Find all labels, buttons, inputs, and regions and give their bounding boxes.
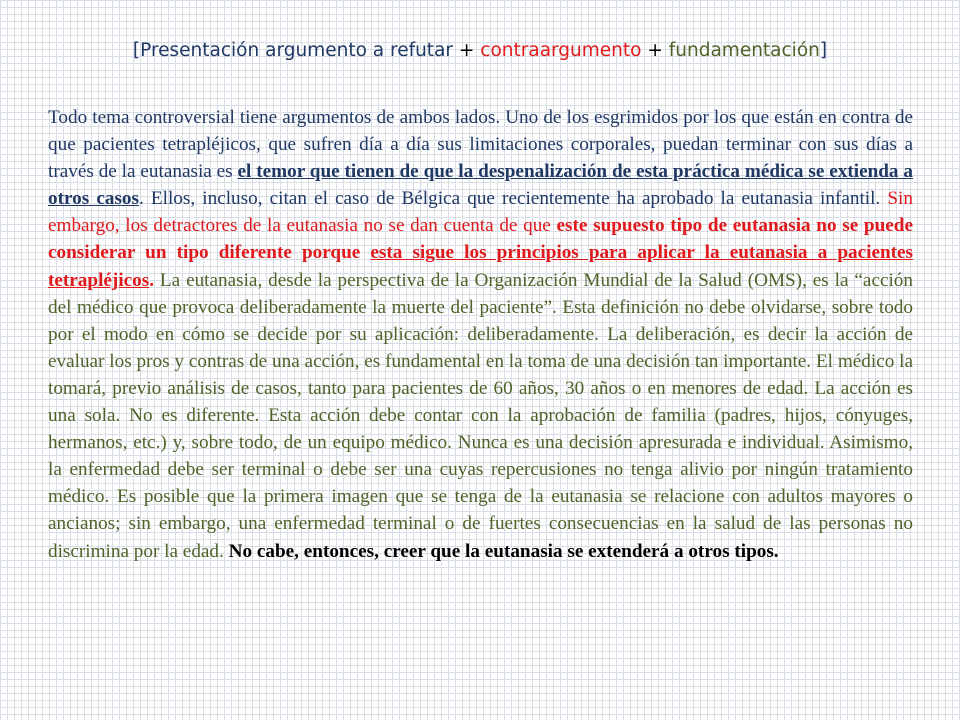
support-text: La eutanasia, desde la perspectiva de la Organización Mundial de la Salud (OMS), es la “acción del médico que provoca deliberadamente la muerte del paciente”. Esta definición no debe olvidarse, sobre todo por el modo en cómo se decide por su aplicación: deliberadamente. La deliberación, es decir la acción de evaluar los pros y contras de una acción, es fundamental en la toma de una decisión tan importante. El médico la tomará, previo análisis de casos, tanto para pacientes de 60 años, 30 años o en menores de edad. La acción es una sola. No es diferente. Esta acción debe contar con la aprobación de familia (padres, hijos, cónyuges, hermanos, etc.) y, sobre todo, de un equipo médico. Nunca es una decisión apresurada e individual. Asimismo, la enfermedad debe ser terminal o debe ser una cuyas repercusiones no tenga alivio por ningún tratamiento médico. Es posible que la primera imagen que se tenga de la eutanasia se relacione con adultos mayores o ancianos; sin embargo, una enfermedad terminal o de fuertes consecuencias en la salud de las personas no discrimina por la edad. (48, 269, 913, 562)
counterargument-claim: este supuesto tipo de eutanasia no se puede considerar un tipo diferente porque (48, 215, 913, 264)
title-argument-label: Presentación argumento a refutar (140, 40, 454, 61)
counterargument-reason: esta sigue los principios para aplicar la eutanasia a pacientes tetrapléjicos (48, 242, 914, 291)
title-support-label: fundamentación (668, 40, 820, 61)
slide-title (0, 40, 960, 61)
title-counterargument-label: contraargumento (480, 40, 642, 61)
argument-thesis: el temor que tienen de que la despenalización de esta práctica médica se extienda a otros casos (48, 161, 913, 210)
argument-intro: Todo tema controversial tiene argumentos de ambos lados. Uno de los esgrimidos por los que están en contra de que pacientes tetrapléjicos, que sufren día a día sus limitaciones corporales, puedan terminar con sus días a través de la eutanasia es (48, 107, 913, 183)
argument-paragraph (48, 104, 913, 565)
title-close-bracket: ] (819, 40, 828, 61)
title-plus-2: + (641, 40, 669, 61)
title-plus-1: + (453, 40, 481, 61)
title-open-bracket: [ (132, 40, 141, 61)
argument-example: . Ellos, incluso, citan el caso de Bélgica que recientemente ha aprobado la eutanasia infantil. (138, 188, 888, 210)
counterargument-intro: Sin embargo, los detractores de la eutanasia no se dan cuenta de que (48, 188, 913, 237)
conclusion-text: No cabe, entonces, creer que la eutanasia se extenderá a otros tipos. (228, 540, 779, 562)
counterargument-period: . (149, 269, 155, 291)
